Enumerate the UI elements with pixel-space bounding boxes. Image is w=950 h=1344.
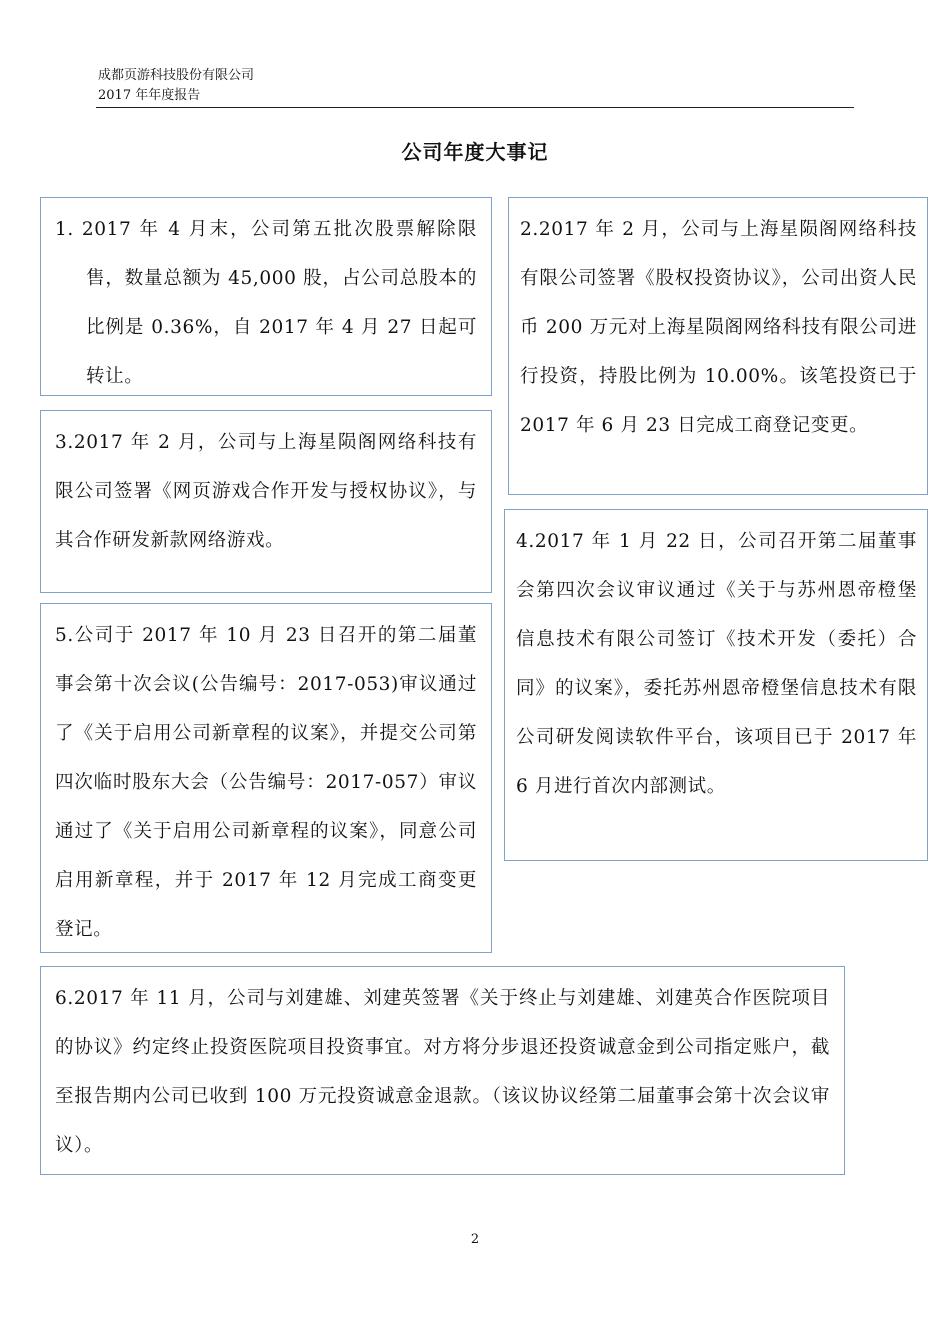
- event-text: 4.2017 年 1 月 22 日，公司召开第二届董事会第四次会议审议通过《关于与苏州恩帝橙堡信息技术有限公司签订《技术开发（委托）合同》的议案》，委托苏州恩帝橙堡信息技术有限公司研发阅读软件平台，该项目已于 2017 年 6 月进行首次内部测试。: [516, 531, 917, 797]
- page-title: 公司年度大事记: [401, 140, 549, 164]
- page-number: 2: [470, 1232, 480, 1247]
- event-text: 3.2017 年 2 月，公司与上海星陨阁网络科技有限公司签署《网页游戏合作开发与授权协议》，与其合作研发新款网络游戏。: [55, 432, 477, 551]
- event-box-2: [508, 197, 928, 495]
- event-text: 6.2017 年 11 月，公司与刘建雄、刘建英签署《关于终止与刘建雄、刘建英合作医院项目的协议》约定终止投资医院项目投资事宜。对方将分步退还投资诚意金到公司指定账户，截至报告期内公司已收到 100 万元投资诚意金退款。（该议协议经第二届董事会第十次会议审议）。: [55, 988, 830, 1156]
- event-box-5: [40, 603, 492, 953]
- page-header: [98, 66, 254, 106]
- event-box-3: [40, 410, 492, 593]
- event-text: 5.公司于 2017 年 10 月 23 日召开的第二届董事会第十次会议(公告编号：2017-053)审议通过了《关于启用公司新章程的议案》，并提交公司第四次临时股东大会（公告编号：2017-057）审议通过了《关于启用公司新章程的议案》，同意公司启用新章程，并于 2017 年 12 月完成工商变更登记。: [55, 625, 477, 940]
- event-text: 1. 2017 年 4 月末，公司第五批次股票解除限售，数量总额为 45,000 股，占公司总股本的比例是 0.36%，自 2017 年 4 月 27 日起可转让。: [55, 219, 477, 387]
- header-company: 成都页游科技股份有限公司: [98, 68, 255, 83]
- event-box-6: [40, 966, 845, 1175]
- event-text: 2.2017 年 2 月，公司与上海星陨阁网络科技有限公司签署《股权投资协议》，公司出资人民币 200 万元对上海星陨阁网络科技有限公司进行投资，持股比例为 10.00%。该笔投资已于 2017 年 6 月 23 日完成工商登记变更。: [520, 219, 917, 436]
- header-divider: [96, 107, 854, 108]
- event-box-1: [40, 197, 492, 396]
- header-report: 2017 年年度报告: [98, 88, 201, 103]
- event-box-4: [504, 509, 928, 861]
